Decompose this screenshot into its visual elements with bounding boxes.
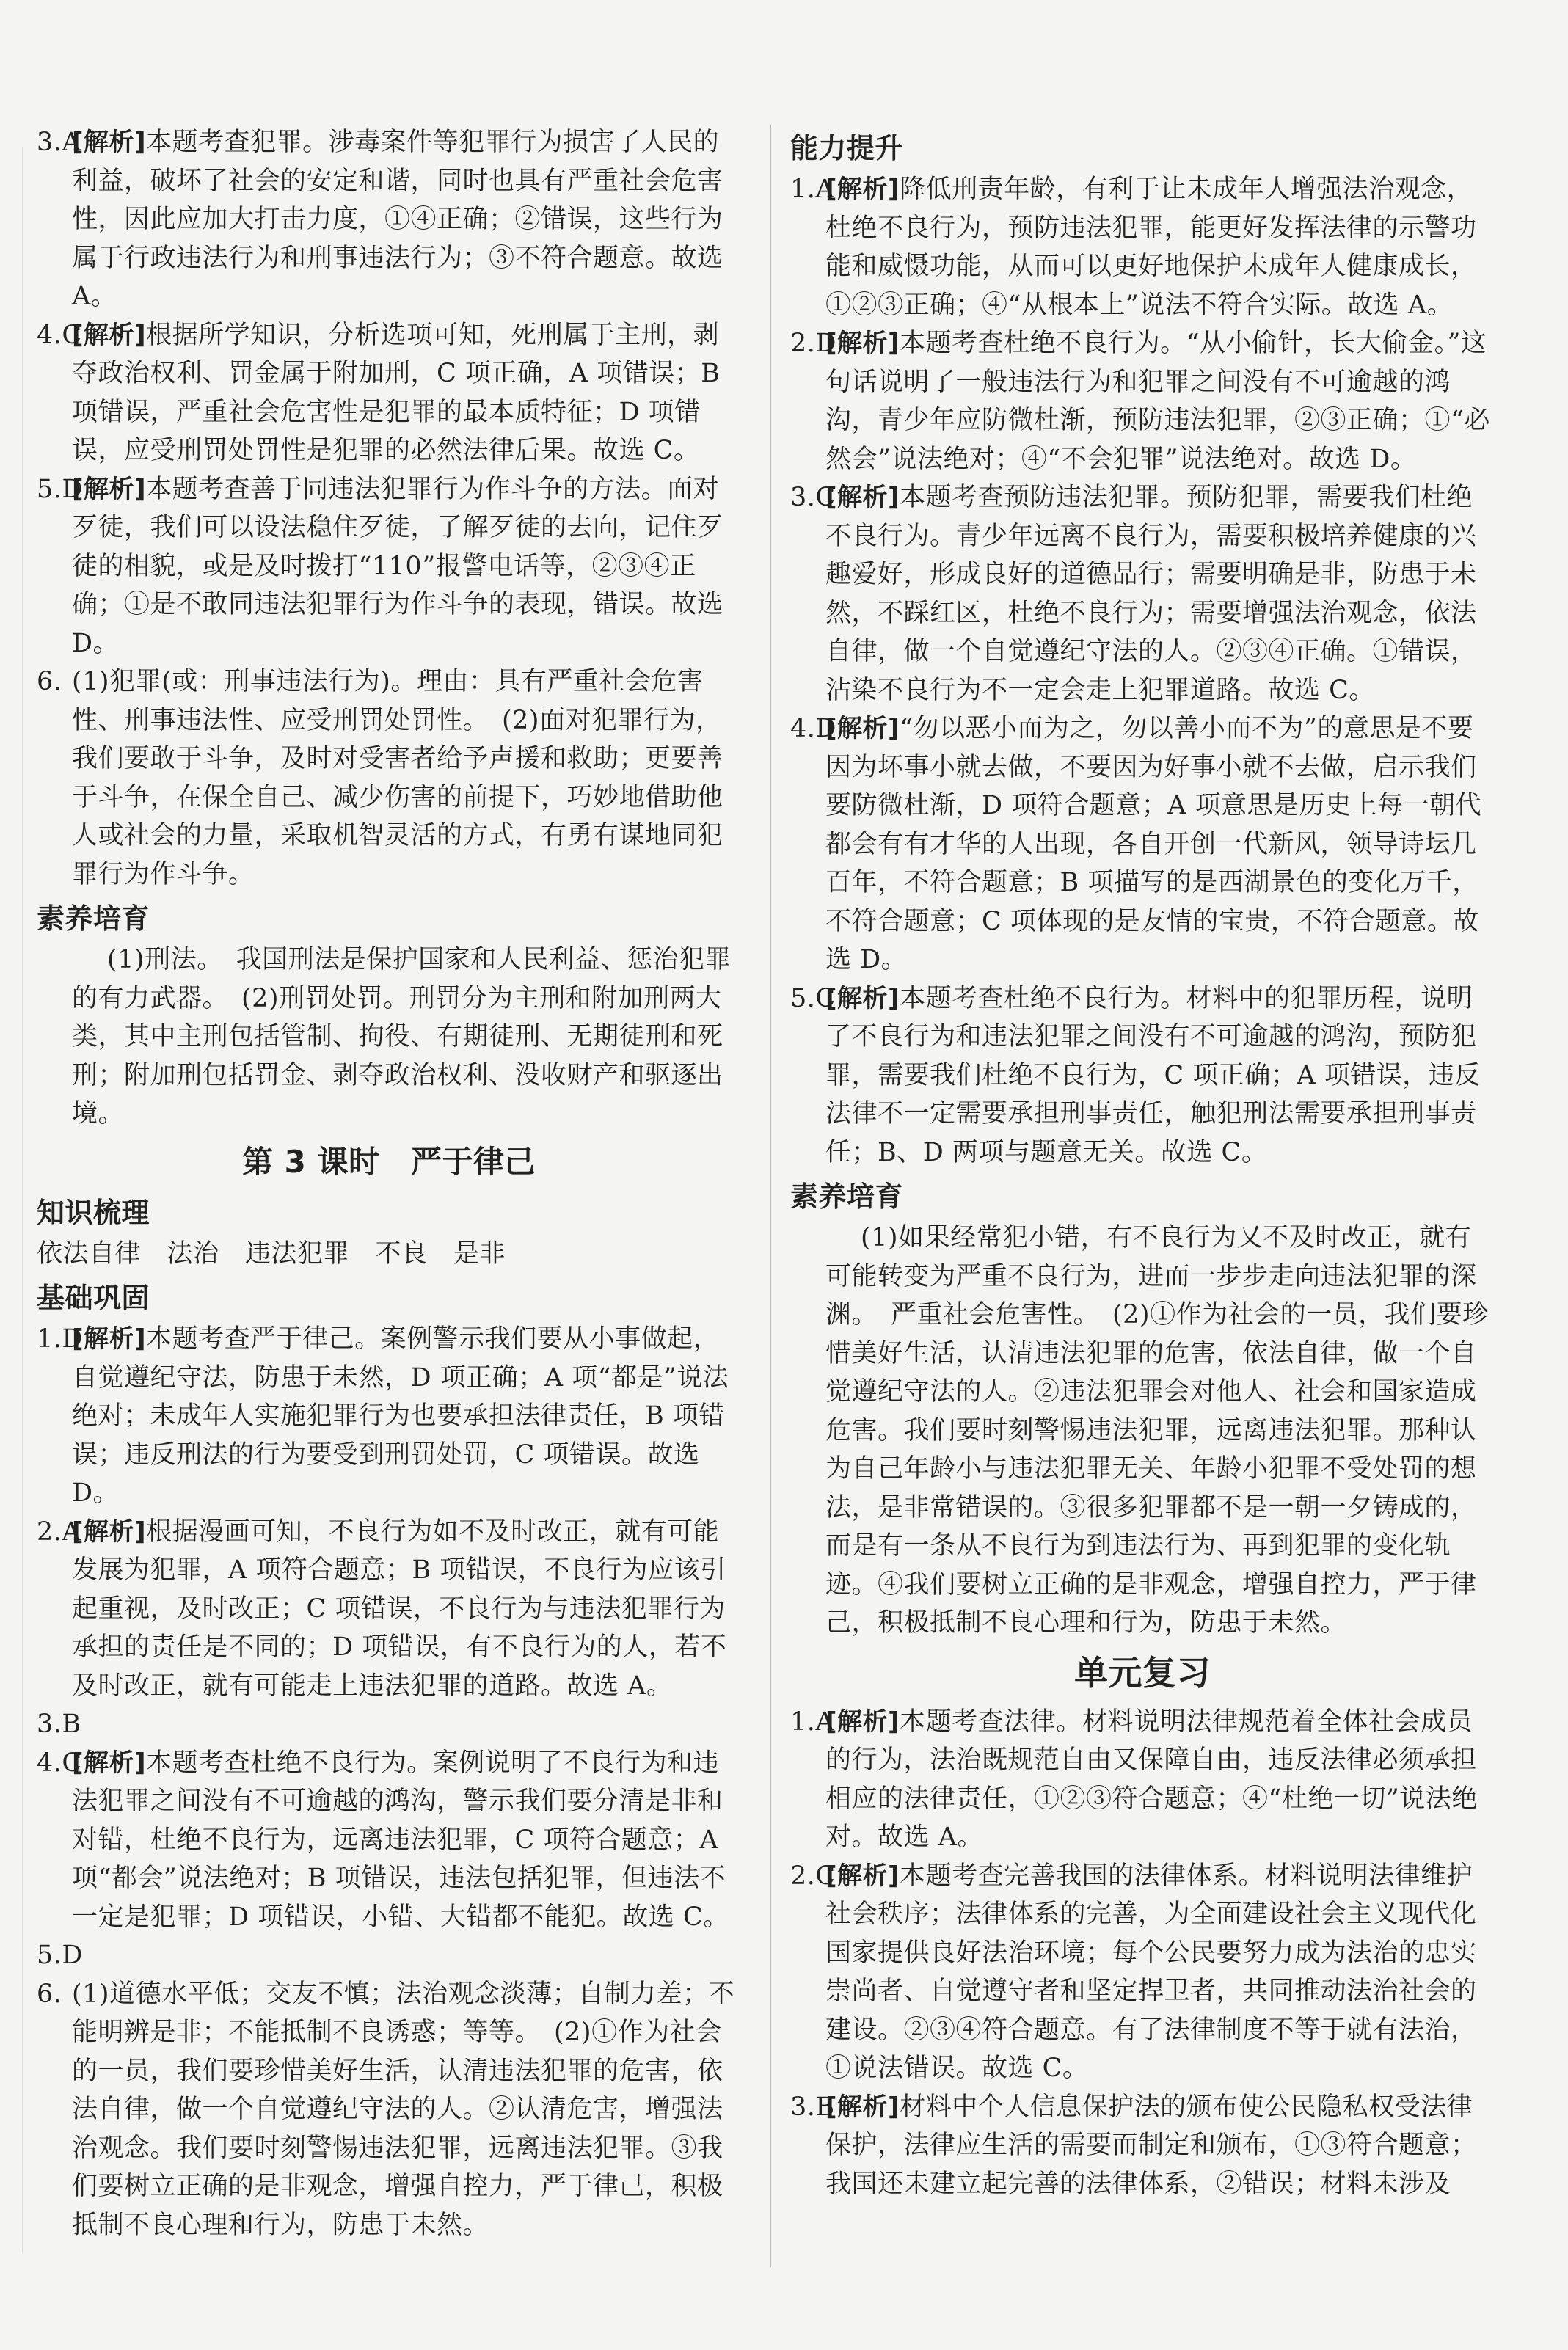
unit-title: 单元复习 (1074, 1652, 1211, 1693)
answer-text: 本题考查严于律己。案例警示我们要从小事做起，自觉遵纪守法，防患于未然，D 项正确；A 项“都是”说法绝对；未成年人实施犯罪行为也要承担法律责任，B 项错误；违反刑法的行为要受到刑罚处罚，C 项错误。故选 D。 (72, 1324, 729, 1508)
answer-item (790, 1703, 1495, 1857)
answer-item (37, 470, 741, 663)
answer-item (37, 1705, 741, 1744)
answer-number: 6. (37, 667, 62, 696)
answer-text: 本题考查完善我国的法律体系。材料说明法律维护社会秩序；法律体系的完善，为全面建设社会主义现代化国家提供良好法治环境；每个公民要努力成为法治的忠实崇尚者、自觉遵守者和坚定捍卫者，共同推动法治社会的建设。②③④符合题意。有了法律制度不等于就有法治，①说法错误。故选 C。 (825, 1861, 1477, 2083)
answer-text: 材料中个人信息保护法的颁布使公民隐私权受法律保护，法律应生活的需要而制定和颁布，①③符合题意；我国还未建立起完善的法律体系，②错误；材料未涉及 (825, 2092, 1477, 2199)
answer-item (790, 979, 1495, 1172)
answer-number: 3.A (37, 128, 81, 157)
analysis-tag: [解析] (825, 983, 900, 1013)
answer-text: 本题考查杜绝不良行为。案例说明了不良行为和违法犯罪之间没有不可逾越的鸿沟，警示我们要分清是非和对错，杜绝不良行为，远离违法犯罪，C 项符合题意；A 项“都会”说法绝对；B 项错误，违法包括犯罪，但违法不一定是犯罪；D 项错误，小错、大错都不能犯。故选 C。 (72, 1748, 729, 1932)
answer-number: 4.C (37, 320, 82, 350)
lesson-title: 第 3 课时 严于律己 (242, 1143, 536, 1180)
answer-item (37, 316, 741, 470)
answer-number: 4.C (37, 1748, 82, 1778)
answer-number: 2.D (790, 329, 836, 358)
answer-item (790, 1857, 1495, 2088)
analysis-tag: [解析] (825, 175, 900, 204)
zhishi-text: 依法自律 法治 违法犯罪 不良 是非 (37, 1238, 506, 1269)
answer-number: 3.B (37, 1709, 81, 1739)
analysis-tag: [解析] (825, 1861, 900, 1891)
analysis-tag: [解析] (825, 329, 900, 358)
suyang-text-left: (1)刑法。 我国刑法是保护国家和人民利益、惩治犯罪的有力武器。 (2)刑罚处罚。刑罚分为主刑和附加刑两大类，其中主刑包括管制、拘役、有期徒刑、无期徒刑和死刑；附加刑包括罚金、剥夺政治权利、没收财产和驱逐出境。 (72, 945, 732, 1128)
analysis-tag: [解析] (72, 128, 147, 157)
right-answer-list-b (790, 1703, 1495, 2204)
answer-item (37, 1744, 741, 1937)
analysis-tag: [解析] (825, 2092, 900, 2122)
answer-item (37, 1936, 741, 1975)
left-answer-list-a (37, 123, 741, 894)
answer-text: 根据漫画可知，不良行为如不及时改正，就有可能发展为犯罪，A 项符合题意；B 项错误，不良行为应该引起重视，及时改正；C 项错误，不良行为与违法犯罪行为承担的责任是不同的；D 项错误，有不良行为的人，若不及时改正，就有可能走上违法犯罪的道路。故选 A。 (72, 1517, 727, 1701)
answer-item (37, 1513, 741, 1706)
section-heading-suyang-left: 素养培育 (37, 902, 150, 935)
left-margin-rule (22, 147, 23, 2252)
right-column (790, 123, 1495, 2203)
answer-text: 降低刑责年龄，有利于让未成年人增强法治观念，杜绝不良行为，预防违法犯罪，能更好发挥法律的示警功能和威慑功能，从而可以更好地保护未成年人健康成长，①②③正确；④“从根本上”说法不符合实际。故选 A。 (825, 175, 1477, 320)
answer-item (790, 478, 1495, 709)
section-heading-zhishi: 知识梳理 (37, 1196, 150, 1229)
answer-text: “勿以恶小而为之，勿以善小而不为”的意思是不要因为坏事小就去做，不要因为好事小就不去做，启示我们要防微杜渐，D 项符合题意；A 项意思是历史上每一朝代都会有有才华的人出现，各自开创一代新风，领导诗坛几百年，不符合题意；B 项描写的是西湖景色的变化万千，不符合题意；C 项体现的是友情的宝贵，不符合题意。故选 D。 (825, 714, 1482, 974)
answer-number: 5.D (37, 1941, 83, 1970)
answer-item (790, 709, 1495, 979)
analysis-tag: [解析] (825, 714, 900, 743)
right-answer-list-a (790, 170, 1495, 1172)
answer-text: 本题考查法律。材料说明法律规范着全体社会成员的行为，法治既规范自由又保障自由，违反法律必须承担相应的法律责任，①②③符合题意；④“杜绝一切”说法绝对。故选 A。 (825, 1707, 1478, 1852)
analysis-tag: [解析] (72, 1517, 147, 1547)
section-heading-suyang-right: 素养培育 (790, 1181, 904, 1213)
answer-text: 本题考查杜绝不良行为。“从小偷针，长大偷金。”这句话说明了一般违法行为和犯罪之间没有不可逾越的鸿沟，青少年应防微杜渐，预防违法犯罪，②③正确；①“必然会”说法绝对；④“不会犯罪”说法绝对。故选 D。 (825, 329, 1490, 474)
analysis-tag: [解析] (72, 1748, 147, 1778)
left-column (37, 123, 741, 2244)
answer-number: 3.C (790, 483, 836, 512)
answer-number: 4.D (790, 714, 836, 743)
analysis-tag: [解析] (825, 483, 900, 512)
analysis-tag: [解析] (72, 320, 147, 350)
answer-number: 5.D (37, 474, 83, 504)
answer-text: 本题考查犯罪。涉毒案件等犯罪行为损害了人民的利益，破坏了社会的安定和谐，同时也具有严重社会危害性，因此应加大打击力度，①④正确；②错误，这些行为属于行政违法行为和刑事违法行为；③不符合题意。故选 A。 (72, 128, 723, 311)
answer-number: 5.C (790, 983, 836, 1013)
answer-item (37, 1320, 741, 1513)
answer-number: 2.C (790, 1861, 836, 1891)
answer-number: 6. (37, 1979, 62, 2009)
answer-number: 3.B (790, 2092, 835, 2122)
answer-text: (1)犯罪(或：刑事违法行为)。理由：具有严重社会危害性、刑事违法性、应受刑罚处罚性。 (2)面对犯罪行为，我们要敢于斗争，及时对受害者给予声援和救助；更要善于斗争，在保全自己、减少伤害的前提下，巧妙地借助他人或社会的力量，采取机智灵活的方式，有勇有谋地同犯罪行为作斗争。 (72, 667, 723, 889)
answer-text: 本题考查预防违法犯罪。预防犯罪，需要我们杜绝不良行为。青少年远离不良行为，需要积极培养健康的兴趣爱好，形成良好的道德品行；需要明确是非，防患于未然，不踩红区，杜绝不良行为；需要增强法治观念，依法自律，做一个自觉遵纪守法的人。②③④正确。①错误，沾染不良行为不一定会走上犯罪道路。故选 C。 (825, 483, 1477, 705)
answer-text: 本题考查杜绝不良行为。材料中的犯罪历程，说明了不良行为和违法犯罪之间没有不可逾越的鸿沟，预防犯罪，需要我们杜绝不良行为，C 项正确；A 项错误，违反法律不一定需要承担刑事责任，触犯刑法需要承担刑事责任；B、D 两项与题意无关。故选 C。 (825, 983, 1481, 1167)
analysis-tag: [解析] (72, 474, 147, 504)
analysis-tag: [解析] (72, 1324, 147, 1354)
section-heading-jichu: 基础巩固 (37, 1282, 150, 1314)
answer-item (37, 663, 741, 894)
answer-number: 1.A (790, 1707, 835, 1737)
answer-number: 1.D (37, 1324, 83, 1354)
answer-item (790, 324, 1495, 478)
answer-number: 1.A (790, 175, 835, 204)
column-divider (770, 125, 771, 2267)
answer-text: 本题考查善于同违法犯罪行为作斗争的方法。面对歹徒，我们可以设法稳住歹徒，了解歹徒的去向，记住歹徒的相貌，或是及时拨打“110”报警电话等，②③④正确；①是不敢同违法犯罪行为作斗争的表现，错误。故选 D。 (72, 474, 723, 658)
section-heading-nengli: 能力提升 (790, 132, 904, 164)
answer-text: 根据所学知识，分析选项可知，死刑属于主刑，剥夺政治权利、罚金属于附加刑，C 项正确，A 项错误；B 项错误，严重社会危害性是犯罪的最本质特征；D 项错误，应受刑罚处罚性是犯罪的必然法律后果。故选 C。 (72, 320, 721, 465)
answer-number: 2.A (37, 1517, 81, 1547)
answer-item (37, 123, 741, 316)
left-answer-list-b (37, 1320, 741, 2244)
analysis-tag: [解析] (825, 1707, 900, 1737)
answer-text: (1)道德水平低；交友不慎；法治观念淡薄；自制力差；不能明辨是非；不能抵制不良诱惑；等等。 (2)①作为社会的一员，我们要珍惜美好生活，认清违法犯罪的危害，依法自律，做一个自觉遵纪守法的人。②认清危害，增强法治观念。我们要时刻警惕违法犯罪，远离违法犯罪。③我们要树立正确的是非观念，增强自控力，严于律己，积极抵制不良心理和行为，防患于未然。 (72, 1979, 735, 2240)
answer-item (790, 2088, 1495, 2204)
suyang-text-right: (1)如果经常犯小错，有不良行为又不及时改正，就有可能转变为严重不良行为，进而一步步走向违法犯罪的深渊。 严重社会危害性。 (2)①作为社会的一员，我们要珍惜美好生活，认清违法犯罪的危害，依法自律，做一个自觉遵纪守法的人。②违法犯罪会对他人、社会和国家造成危害。我们要时刻警惕违法犯罪，远离违法犯罪。那种认为自己年龄小与违法犯罪无关、年龄小犯罪不受处罚的想法，是非常错误的。③很多犯罪都不是一朝一夕铸成的，而是有一条从不良行为到违法行为、再到犯罪的变化轨迹。④我们要树立正确的是非观念，增强自控力，严于律己，积极抵制不良心理和行为，防患于未然。 (825, 1223, 1489, 1638)
answer-item (37, 1975, 741, 2245)
answer-item (790, 170, 1495, 324)
